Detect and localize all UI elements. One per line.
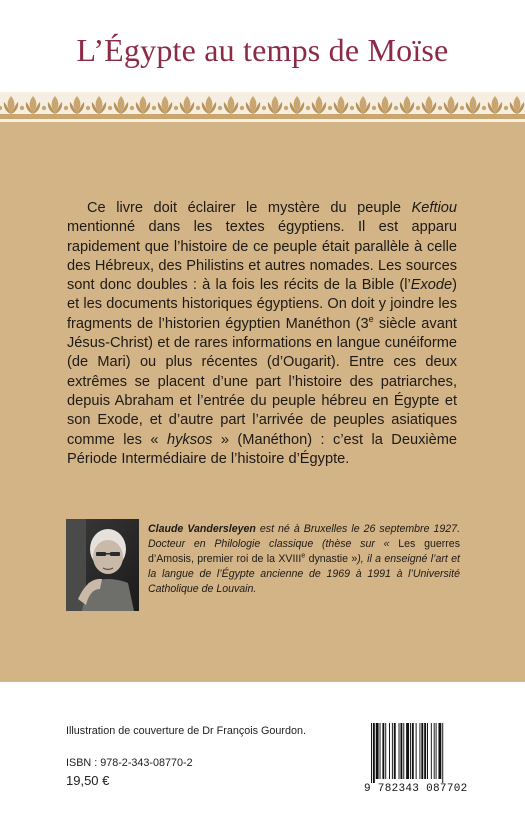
author-bio-text-2: ), il a enseigné l’art et la langue de l’Égypte ancienne de 1969 à 1991 à l’Université Catholique de Louvain. [148, 553, 460, 595]
author-name: Claude Vandersleyen [148, 523, 256, 535]
barcode [369, 723, 465, 783]
author-bio [148, 522, 460, 597]
isbn: ISBN : 978-2-343-08770-2 [66, 757, 193, 769]
summary-keftiou: Keftiou [411, 200, 457, 216]
summary-hyksos: hyksos [166, 431, 213, 448]
lotus-frieze-ornament [0, 92, 525, 122]
summary-text-4: siècle avant Jésus-Christ) et de rares informations en langue cunéiforme (de Mari) ou plus récentes (d’Ougarit). Entre ces deux extrêmes se placent d’une part l’histoire des patriarches, depuis Abraham et l’entrée du peuple hébreu en Égypte et son Exode, et d’autre part l’arrivée de peuples asiatiques comme les « [67, 315, 457, 448]
barcode-digits: 9 782343 087702 [364, 783, 468, 795]
author-thesis-title: Les guerres d’Amosis, premier roi de la XVIII [148, 538, 460, 565]
summary-text-3: ) et les documents historiques égyptiens. On doit y joindre les fragments de l’historien égyptien Manéthon (3 [67, 277, 457, 332]
author-photo [66, 519, 139, 611]
summary-exode: Exode [410, 277, 453, 294]
author-bio-text-1: est né à Bruxelles le 26 septembre 1927. Docteur en Philologie classique (thèse sur « [148, 523, 461, 550]
barcode-block [364, 721, 468, 797]
book-title: L’Égypte au temps de Moïse [76, 32, 449, 68]
price: 19,50 € [66, 773, 110, 788]
summary-superscript: e [368, 313, 374, 324]
author-thesis-superscript: e [301, 552, 306, 560]
summary-text-2: mentionné dans les textes égyptiens. Il est apparu rapidement que l’histoire de ce peuple était parallèle à celle des Hébreux, des Philistins et autres nomades. Les sources sont donc doubles : à la fois les récits de la Bible (l’ [67, 219, 457, 294]
header [0, 0, 525, 92]
author-thesis-title-end: dynastie » [305, 553, 358, 565]
summary-text-1: Ce livre doit éclairer le mystère du peuple [87, 200, 412, 216]
book-summary [67, 199, 457, 469]
summary-text-5: » (Manéthon) : c’est la Deuxième Période Intermédiaire de l’histoire d’Égypte. [67, 431, 457, 467]
cover-credit: Illustration de couverture de Dr François Gourdon. [66, 725, 307, 737]
